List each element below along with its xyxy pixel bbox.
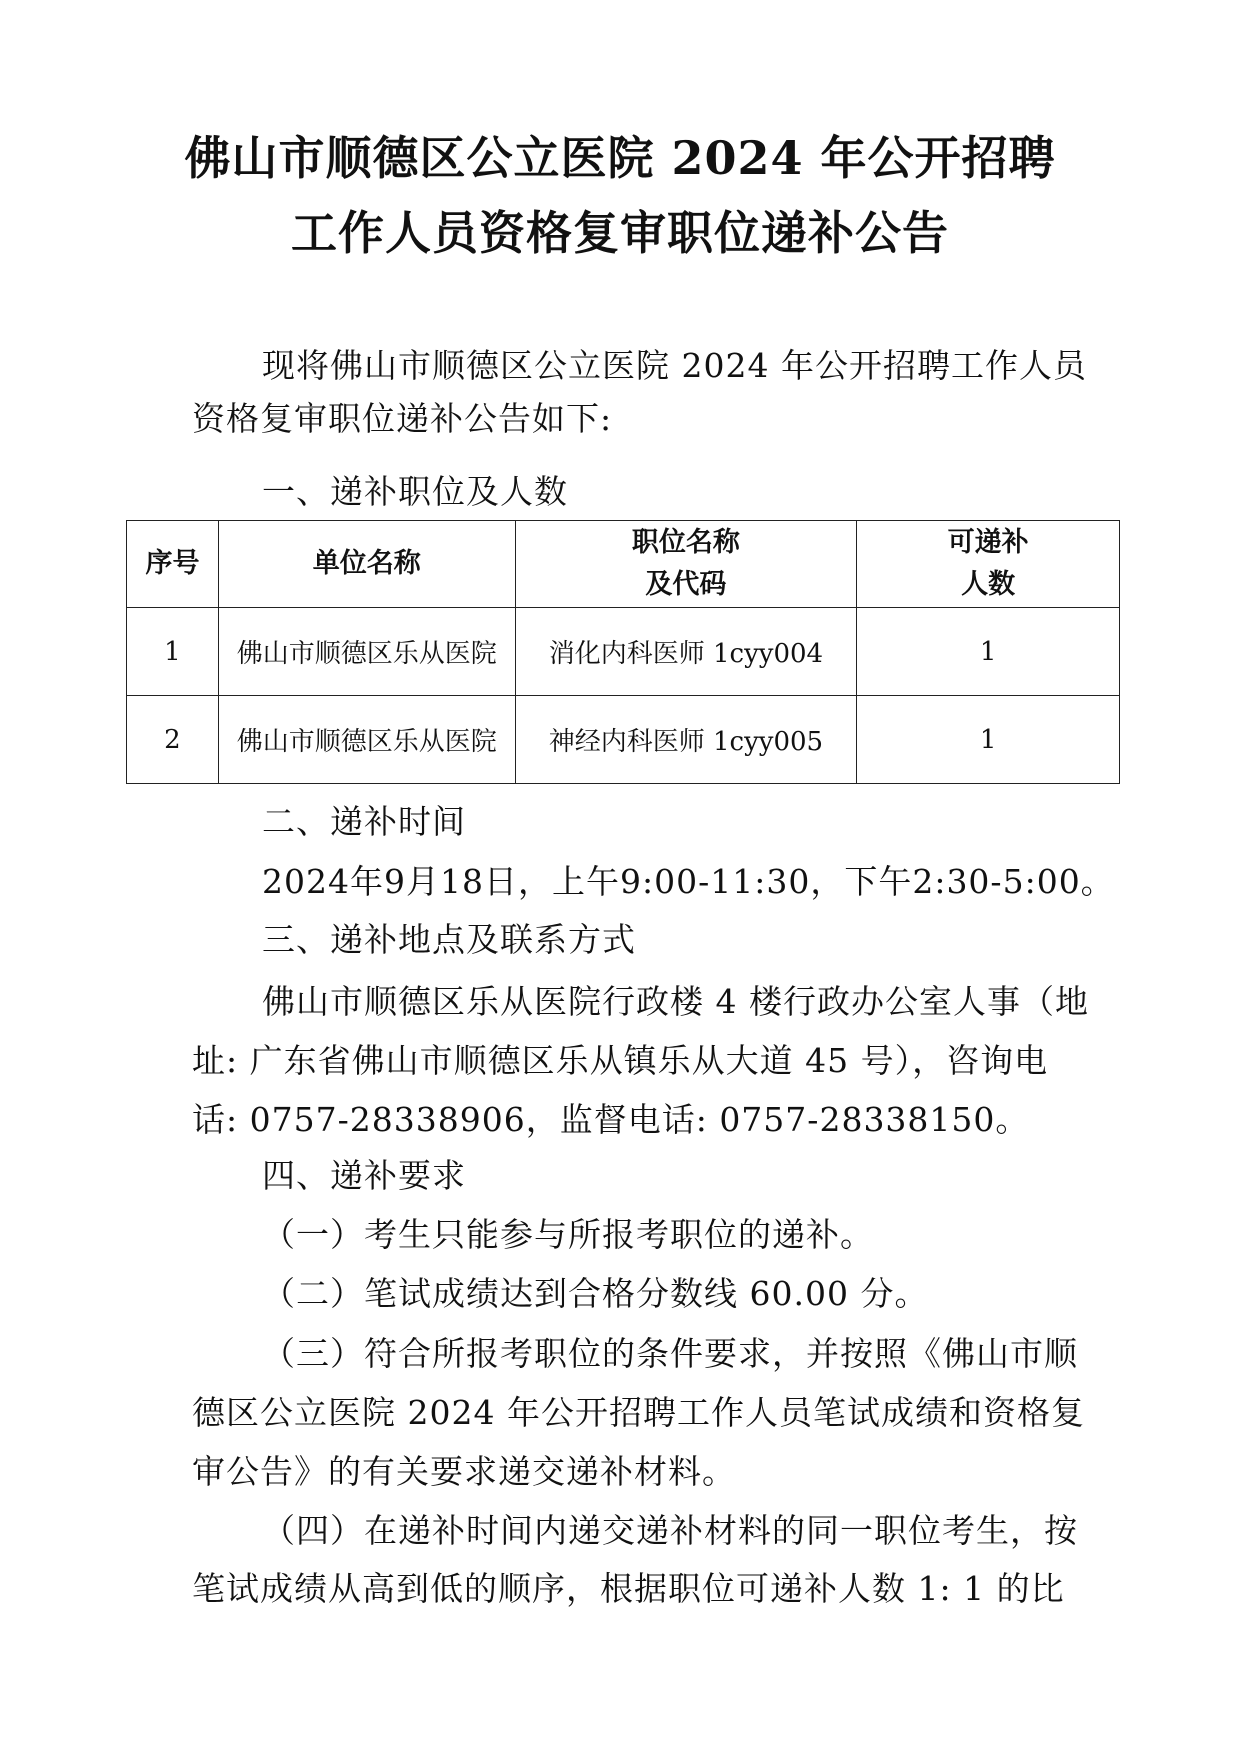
requirement-3-line-1: （三）符合所报考职位的条件要求，并按照《佛山市顺: [262, 1334, 1078, 1373]
cell-unit: 佛山市顺德区乐从医院: [218, 608, 515, 696]
header-count: [857, 521, 1120, 608]
header-count-line-2: 人数: [961, 569, 1016, 600]
header-position-line-1: 职位名称: [631, 527, 740, 558]
requirement-3-line-3: 审公告》的有关要求递交递补材料。: [192, 1452, 736, 1491]
requirement-4-line-1: （四）在递补时间内递交递补材料的同一职位考生，按: [262, 1511, 1078, 1550]
section-3-line-3: 话: 0757-28338906，监督电话: 0757-28338150。: [192, 1100, 1030, 1139]
requirement-2: （二）笔试成绩达到合格分数线 60.00 分。: [262, 1274, 929, 1313]
section-3-heading: 三、递补地点及联系方式: [262, 920, 636, 959]
cell-count: 1: [857, 696, 1120, 784]
header-position-line-2: 及代码: [645, 569, 727, 600]
cell-position: 神经内科医师 1cyy005: [515, 696, 857, 784]
document-title-line-1: 佛山市顺德区公立医院 2024 年公开招聘: [184, 131, 1056, 185]
table-row: [127, 696, 1120, 784]
cell-seq: 2: [127, 696, 219, 784]
section-3-line-2: 址: 广东省佛山市顺德区乐从镇乐从大道 45 号），咨询电: [192, 1041, 1049, 1080]
table-row: [127, 608, 1120, 696]
intro-line-2: 资格复审职位递补公告如下:: [192, 399, 613, 438]
vacancy-table: [126, 520, 1120, 784]
section-2-heading: 二、递补时间: [262, 802, 466, 841]
header-position: [515, 521, 857, 608]
header-count-line-1: 可递补: [947, 527, 1029, 558]
requirement-1: （一）考生只能参与所报考职位的递补。: [262, 1215, 874, 1254]
document-title-line-2: 工作人员资格复审职位递补公告: [291, 206, 949, 260]
section-3-line-1: 佛山市顺德区乐从医院行政楼 4 楼行政办公室人事（地: [262, 982, 1089, 1021]
cell-unit: 佛山市顺德区乐从医院: [218, 696, 515, 784]
cell-seq: 1: [127, 608, 219, 696]
requirement-3-line-2: 德区公立医院 2024 年公开招聘工作人员笔试成绩和资格复: [192, 1393, 1085, 1432]
intro-line-1: 现将佛山市顺德区公立医院 2024 年公开招聘工作人员: [262, 346, 1087, 385]
header-seq: 序号: [127, 521, 219, 608]
table-header-row: [127, 521, 1120, 608]
header-unit: 单位名称: [218, 521, 515, 608]
section-4-heading: 四、递补要求: [262, 1156, 466, 1195]
cell-count: 1: [857, 608, 1120, 696]
section-2-body: 2024年9月18日，上午9:00-11:30，下午2:30-5:00。: [262, 862, 1115, 901]
section-1-heading: 一、递补职位及人数: [262, 472, 568, 511]
cell-position: 消化内科医师 1cyy004: [515, 608, 857, 696]
requirement-4-line-2: 笔试成绩从高到低的顺序，根据职位可递补人数 1: 1 的比: [192, 1569, 1065, 1608]
